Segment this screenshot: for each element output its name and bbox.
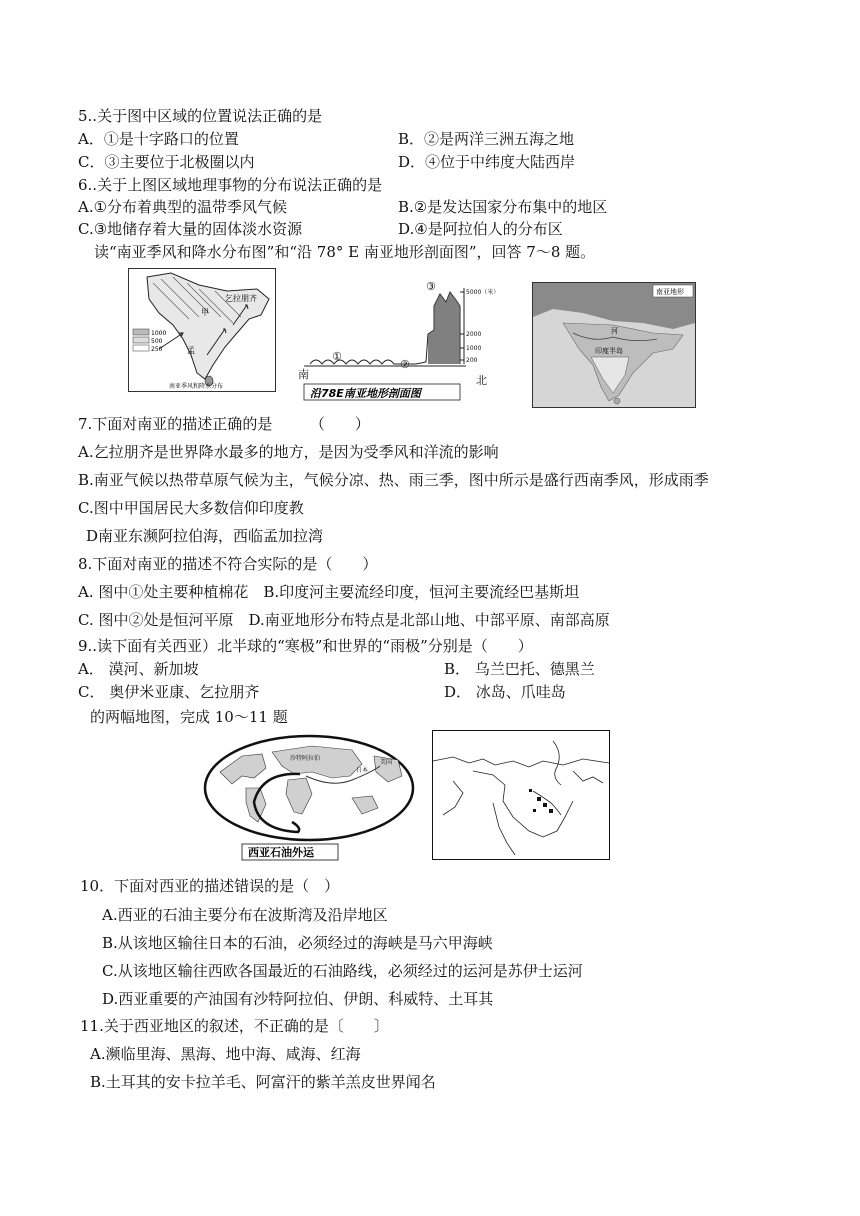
- q7-stem: 7.下面对南亚的描述正确的是 （ ）: [78, 415, 370, 433]
- q10-option-c: C.从该地区输往西欧各国最近的石油路线，必须经过的运河是苏伊士运河: [102, 962, 583, 980]
- q7-option-a: A.乞拉朋齐是世界降水最多的地方，是因为受季风和洋流的影响: [78, 443, 499, 461]
- q9-option-c: C． 奥伊米亚康、乞拉朋齐: [78, 683, 260, 701]
- label-japan: 日本: [356, 767, 369, 774]
- label-usa: 美国: [380, 759, 393, 766]
- q7-option-b: B.南亚气候以热带草原气候为主，气候分凉、热、雨三季，图中所示是盛行西南季风，形成雨季: [78, 471, 709, 489]
- terrain-profile: [296, 278, 500, 402]
- profile-north: 北: [476, 374, 487, 387]
- q6-option-c: C.③地储存着大量的固体淡水资源: [78, 220, 303, 238]
- q10-stem: 10．下面对西亚的描述错误的是（ ）: [80, 877, 340, 895]
- intro-q7-8: 读“南亚季风和降水分布图”和“沿 78° E 南亚地形剖面图”，回答 7～8 题。: [94, 243, 596, 261]
- q5-stem: 5..关于图中区域的位置说法正确的是: [78, 107, 323, 125]
- q10-option-d: D.西亚重要的产油国有沙特阿拉伯、伊朗、科威特、土耳其: [102, 990, 494, 1008]
- q10-option-b: B.从该地区输往日本的石油，必须经过的海峡是马六甲海峡: [102, 934, 493, 952]
- q5-option-a: A．①是十字路口的位置: [78, 130, 239, 148]
- label-river: 河: [611, 327, 618, 335]
- q5-option-b: B．②是两洋三洲五海之地: [398, 130, 575, 148]
- q9-option-b: B． 乌兰巴托、德黑兰: [444, 660, 595, 678]
- west-asia-map: [432, 730, 610, 860]
- terrain-map: [532, 282, 696, 408]
- tick-5000: 5000（米）: [466, 289, 500, 296]
- q9-stem: 9..读下面有关西亚）北半球的“寒极”和世界的“雨极”分别是（ ）: [78, 637, 533, 655]
- profile-marker-2: ②: [400, 358, 410, 371]
- q8-options-cd: C. 图中②处是恒河平原 D.南亚地形分布特点是北部山地、中部平原、南部高原: [78, 611, 610, 629]
- label-cherrapunji: 乞拉朋齐: [225, 294, 257, 303]
- q11-stem: 11.关于西亚地区的叙述，不正确的是〔 〕: [80, 1017, 389, 1035]
- oil-map-caption: 西亚石油外运: [248, 846, 314, 859]
- legend-1000: 1000: [151, 330, 167, 337]
- q8-stem: 8.下面对南亚的描述不符合实际的是（ ）: [78, 555, 378, 573]
- tick-1000: 1000: [466, 345, 482, 352]
- tick-2000: 2000: [466, 331, 482, 338]
- q9-option-a: A． 漠河、新加坡: [78, 660, 199, 678]
- label-bay: 孟: [187, 346, 195, 355]
- q6-stem: 6..关于上图区域地理事物的分布说法正确的是: [78, 176, 383, 194]
- oil-export-map: [202, 732, 416, 864]
- profile-caption: 沿78E南亚地形剖面图: [310, 387, 421, 400]
- q6-option-a: A.①分布着典型的温带季风气候: [78, 198, 288, 216]
- q11-option-a: A.濒临里海、黑海、地中海、咸海、红海: [90, 1045, 361, 1063]
- monsoon-map: [128, 268, 276, 392]
- profile-south: 南: [298, 368, 309, 381]
- legend-250: 250: [151, 346, 163, 353]
- q7-option-d: D南亚东濒阿拉伯海，西临孟加拉湾: [86, 527, 324, 545]
- precip-legend: [133, 329, 166, 353]
- profile-marker-3: ③: [426, 280, 436, 293]
- q7-option-c: C.图中甲国居民大多数信仰印度教: [78, 499, 304, 517]
- q11-option-b: B.土耳其的安卡拉羊毛、阿富汗的紫羊羔皮世界闻名: [90, 1073, 436, 1091]
- q6-option-d: D.④是阿拉伯人的分布区: [398, 220, 563, 238]
- terrain-map-title: 南亚地形: [656, 288, 684, 296]
- q10-option-a: A.西亚的石油主要分布在波斯湾及沿岸地区: [102, 906, 388, 924]
- label-india-peninsula: 印度半岛: [595, 347, 623, 355]
- q9-option-d: D． 冰岛、爪哇岛: [444, 683, 566, 701]
- label-saudi: 沙特阿拉伯: [290, 755, 321, 762]
- q6-option-b: B.②是发达国家分布集中的地区: [398, 198, 608, 216]
- intro-q10-11: 的两幅地图，完成 10～11 题: [90, 708, 288, 726]
- q8-options-ab: A. 图中①处主要种植棉花 B.印度河主要流经印度，恒河主要流经巴基斯坦: [78, 583, 580, 601]
- monsoon-caption: 南亚季风和降水分布: [169, 383, 224, 390]
- label-jia: 甲: [201, 308, 209, 317]
- profile-marker-1: ①: [332, 350, 342, 363]
- q5-option-d: D．④位于中纬度大陆西岸: [398, 153, 576, 171]
- tick-200: 200: [466, 357, 478, 364]
- q5-option-c: C．③主要位于北极圈以内: [78, 153, 255, 171]
- legend-500: 500: [151, 338, 163, 345]
